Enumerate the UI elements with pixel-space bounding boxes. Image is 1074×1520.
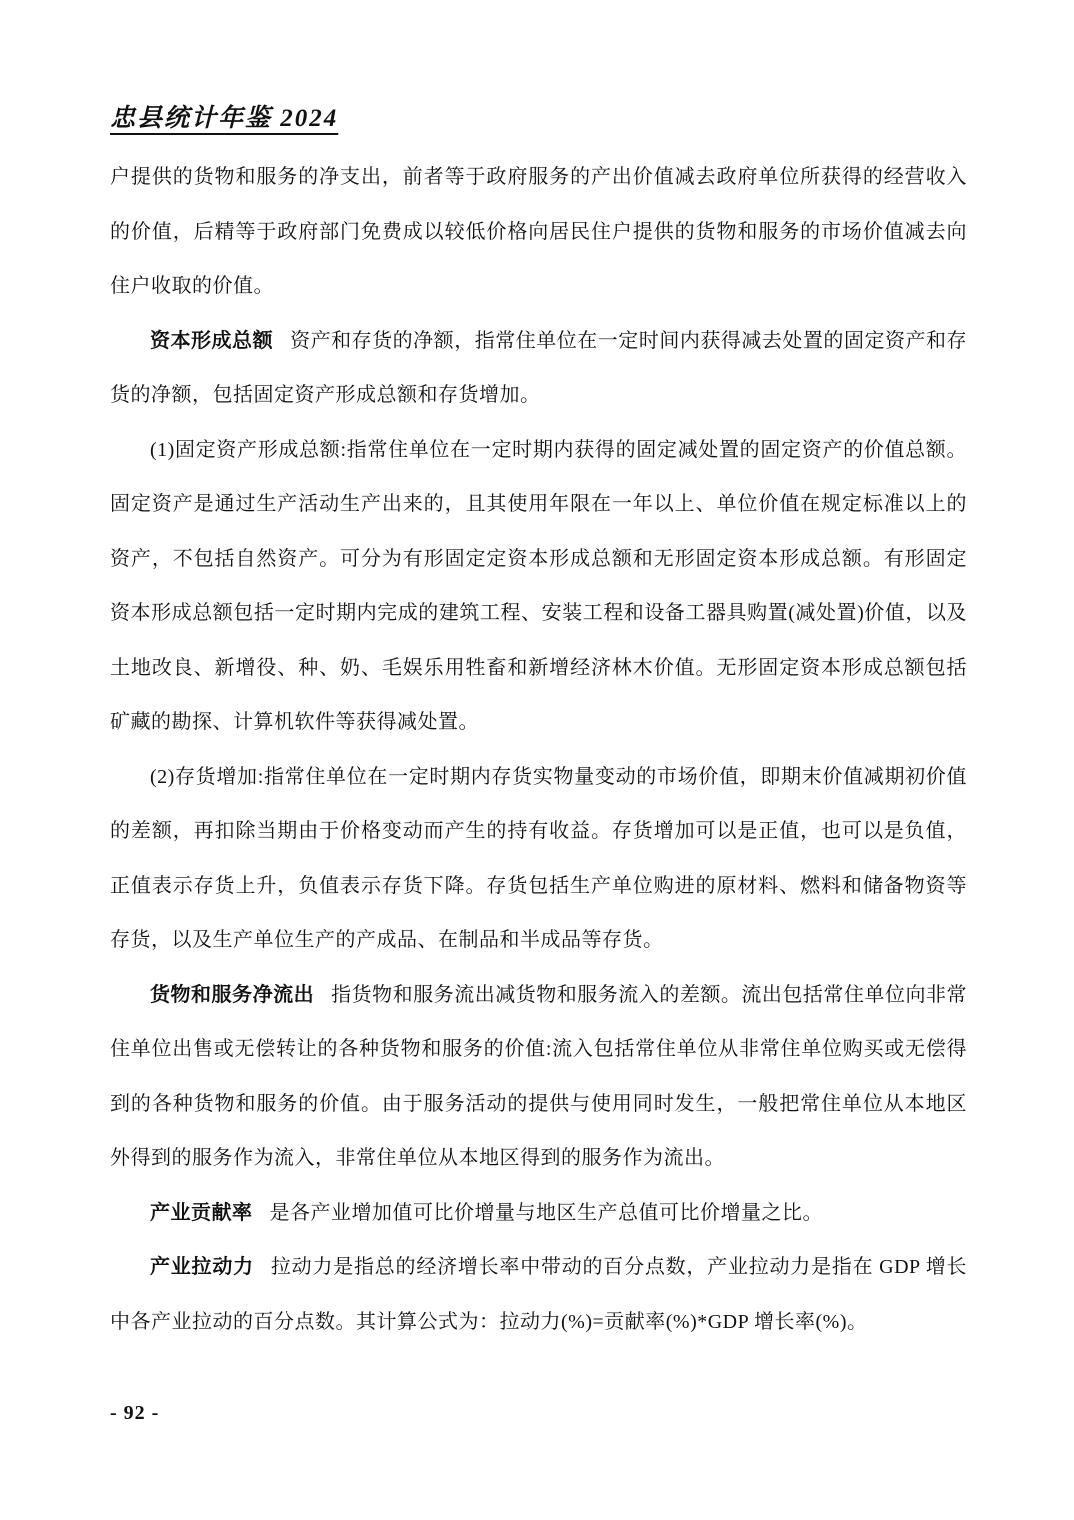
term-industry-contribution-rate: 产业贡献率: [150, 1201, 253, 1224]
page-header-title: 忠县统计年鉴 2024: [110, 105, 339, 132]
paragraph-inventory-increase: [110, 750, 967, 968]
paragraph-fixed-asset-formation: [110, 423, 967, 750]
term-capital-formation-total: 资本形成总额: [150, 329, 274, 352]
term-industry-pulling-power: 产业拉动力: [150, 1256, 254, 1278]
paragraph-text: 指货物和服务流出减货物和服务流入的差额。流出包括常住单位向非常住单位出售或无偿转让的各种货物和服务的价值:流入包括常住单位从非常住单位购买或无偿得到的各种货物和服务的价值。由于服务活动的提供与使用同时发生，一般把常住单位从本地区外得到的服务作为流入，非常住单位从本地区得到的服务作为流出。: [110, 983, 968, 1169]
paragraph-text: (2)存货增加:指常住单位在一定时期内存货实物量变动的市场价值，即期末价值减期初价值的差额，再扣除当期由于价格变动而产生的持有收益。存货增加可以是正值，也可以是负值，正值表示存货上升，负值表示存货下降。存货包括生产单位购进的原材料、燃料和储备物资等存货，以及生产单位生产的产成品、在制品和半成品等存货。: [110, 765, 967, 951]
paragraph-text: 是各产业增加值可比价增量与地区生产总值可比价增量之比。: [269, 1201, 823, 1224]
paragraph-text: 户提供的货物和服务的净支出，前者等于政府服务的产出价值减去政府单位所获得的经营收入的价值，后精等于政府部门免费成以较低价格向居民住户提供的货物和服务的市场价值减去向住户收取的价值。: [110, 166, 967, 297]
paragraph-government-services-continuation: [110, 150, 967, 314]
paragraph-net-outflow-goods-services: [110, 968, 967, 1186]
paragraph-capital-formation-total: [110, 314, 967, 423]
paragraph-text: 资产和存货的净额，指常住单位在一定时间内获得减去处置的固定资产和存货的净额，包括固定资产形成总额和存货增加。: [110, 329, 968, 406]
paragraph-industry-pulling-power: [110, 1240, 967, 1349]
page-number: - 92 -: [110, 1402, 160, 1424]
term-net-outflow-goods-services: 货物和服务净流出: [150, 983, 315, 1006]
page-body: [110, 150, 967, 1349]
paragraph-text: 拉动力是指总的经济增长率中带动的百分点数，产业拉动力是指在 GDP 增长中各产业拉动的百分点数。其计算公式为：拉动力(%)=贡献率(%)*GDP 增长率(%)。: [110, 1256, 967, 1333]
paragraph-text: (1)固定资产形成总额:指常住单位在一定时期内获得的固定减处置的固定资产的价值总额。固定资产是通过生产活动生产出来的，且其使用年限在一年以上、单位价值在规定标准以上的资产，不包括自然资产。可分为有形固定定资本形成总额和无形固定资本形成总额。有形固定资本形成总额包括一定时期内完成的建筑工程、安装工程和设备工器具购置(减处置)价值，以及土地改良、新增役、种、奶、毛娱乐用牲畜和新增经济林木价值。无形固定资本形成总额包括矿藏的勘探、计算机软件等获得减处置。: [110, 438, 967, 733]
paragraph-industry-contribution-rate: [110, 1186, 967, 1241]
